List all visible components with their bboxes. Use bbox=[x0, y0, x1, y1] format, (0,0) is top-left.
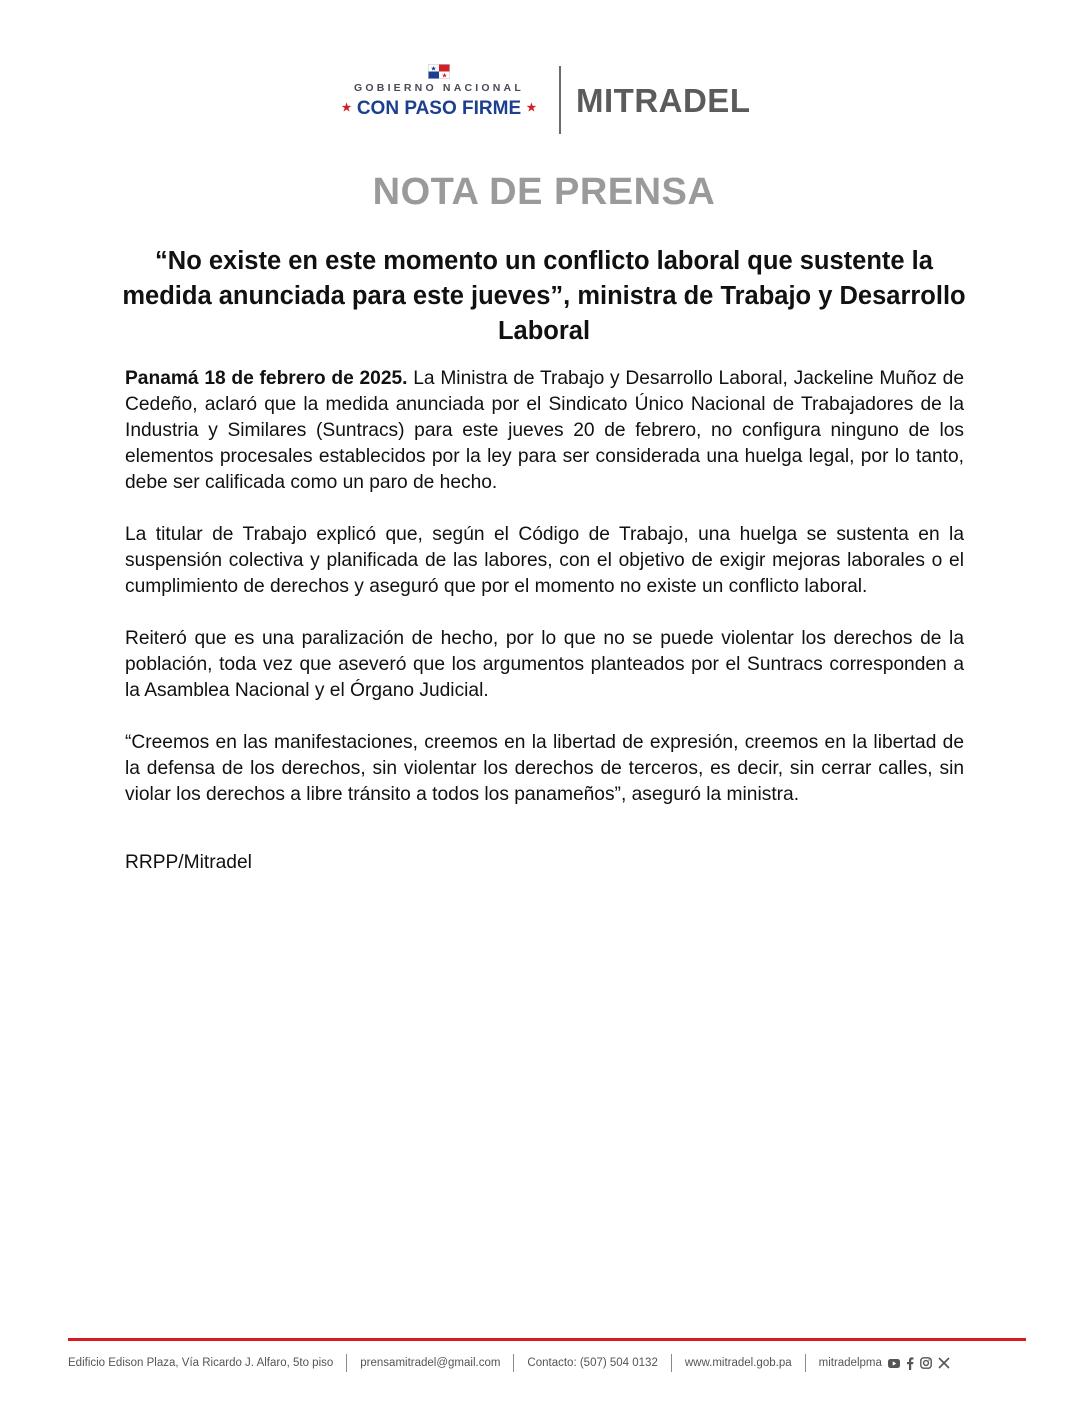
footer-divider bbox=[513, 1354, 514, 1372]
paragraph-2: La titular de Trabajo explicó que, según el Código de Trabajo, una huelga se sustenta en la suspensión colectiva y planificada de las labores, con el objetivo de exigir mejoras laborales o el cumplimiento de derechos y aseguró que por el momento no existe un conflicto laboral. bbox=[125, 524, 964, 597]
star-icon: ★ bbox=[341, 102, 352, 114]
footer-rule bbox=[68, 1338, 1026, 1341]
government-logo bbox=[328, 58, 550, 138]
paragraph-4: “Creemos en las manifestaciones, creemos en la libertad de expresión, creemos en la libertad de la defensa de los derechos, sin violentar los derechos de terceros, es decir, sin cerrar calles, sin violar los derechos a libre tránsito a todos los panameños”, aseguró la ministra. bbox=[125, 732, 964, 805]
footer-email[interactable]: prensamitradel@gmail.com bbox=[360, 1357, 501, 1369]
paragraph-1 bbox=[125, 366, 964, 496]
press-body bbox=[125, 366, 964, 902]
government-label: GOBIERNO NACIONAL bbox=[354, 82, 524, 94]
youtube-icon[interactable] bbox=[888, 1359, 900, 1368]
signature: RRPP/Mitradel bbox=[125, 852, 252, 873]
x-icon[interactable] bbox=[938, 1357, 950, 1369]
footer-address: Edificio Edison Plaza, Vía Ricardo J. Alfaro, 5to piso bbox=[68, 1357, 334, 1369]
panama-flag-icon bbox=[428, 64, 450, 79]
footer-divider bbox=[346, 1354, 347, 1372]
instagram-icon[interactable] bbox=[920, 1357, 932, 1369]
star-icon: ★ bbox=[526, 102, 537, 114]
facebook-icon[interactable] bbox=[906, 1357, 914, 1370]
document-type-title: NOTA DE PRENSA bbox=[372, 171, 716, 213]
footer-divider bbox=[805, 1354, 806, 1372]
footer-contact: Contacto: (507) 504 0132 bbox=[527, 1357, 658, 1369]
press-headline: “No existe en este momento un conflicto laboral que sustente la medida anunciada para este jueves”, ministra de Trabajo y Desarrollo Laboral bbox=[122, 247, 966, 345]
letterhead bbox=[0, 58, 1088, 138]
logo-divider bbox=[559, 66, 561, 134]
footer bbox=[68, 1353, 1028, 1373]
paragraph-3: Reiteró que es una paralización de hecho, por lo que no se puede violentar los derechos de la población, toda vez que aseveró que los argumentos planteados por el Suntracs corresponden a la Asamblea Nacional y el Órgano Judicial. bbox=[125, 628, 964, 701]
dateline: Panamá 18 de febrero de 2025. bbox=[125, 368, 408, 389]
footer-social-handle[interactable]: mitradelpma bbox=[818, 1357, 882, 1369]
social-icons bbox=[888, 1357, 950, 1370]
ministry-logo: MITRADEL bbox=[576, 82, 751, 119]
footer-divider bbox=[671, 1354, 672, 1372]
footer-website[interactable]: www.mitradel.gob.pa bbox=[684, 1357, 792, 1369]
government-slogan bbox=[328, 98, 550, 120]
paragraph-1-text: La Ministra de Trabajo y Desarrollo Laboral, Jackeline Muñoz de Cedeño, aclaró que la medida anunciada por el Sindicato Único Nacional de Trabajadores de la Industria y Similares (Suntracs) para este jueves 20 de febrero, no configura ninguno de los elementos procesales establecidos por la ley para ser considerada una huelga legal, por lo tanto, debe ser calificada como un paro de hecho. bbox=[125, 368, 964, 493]
slogan-text: CON PASO FIRME bbox=[356, 98, 522, 119]
